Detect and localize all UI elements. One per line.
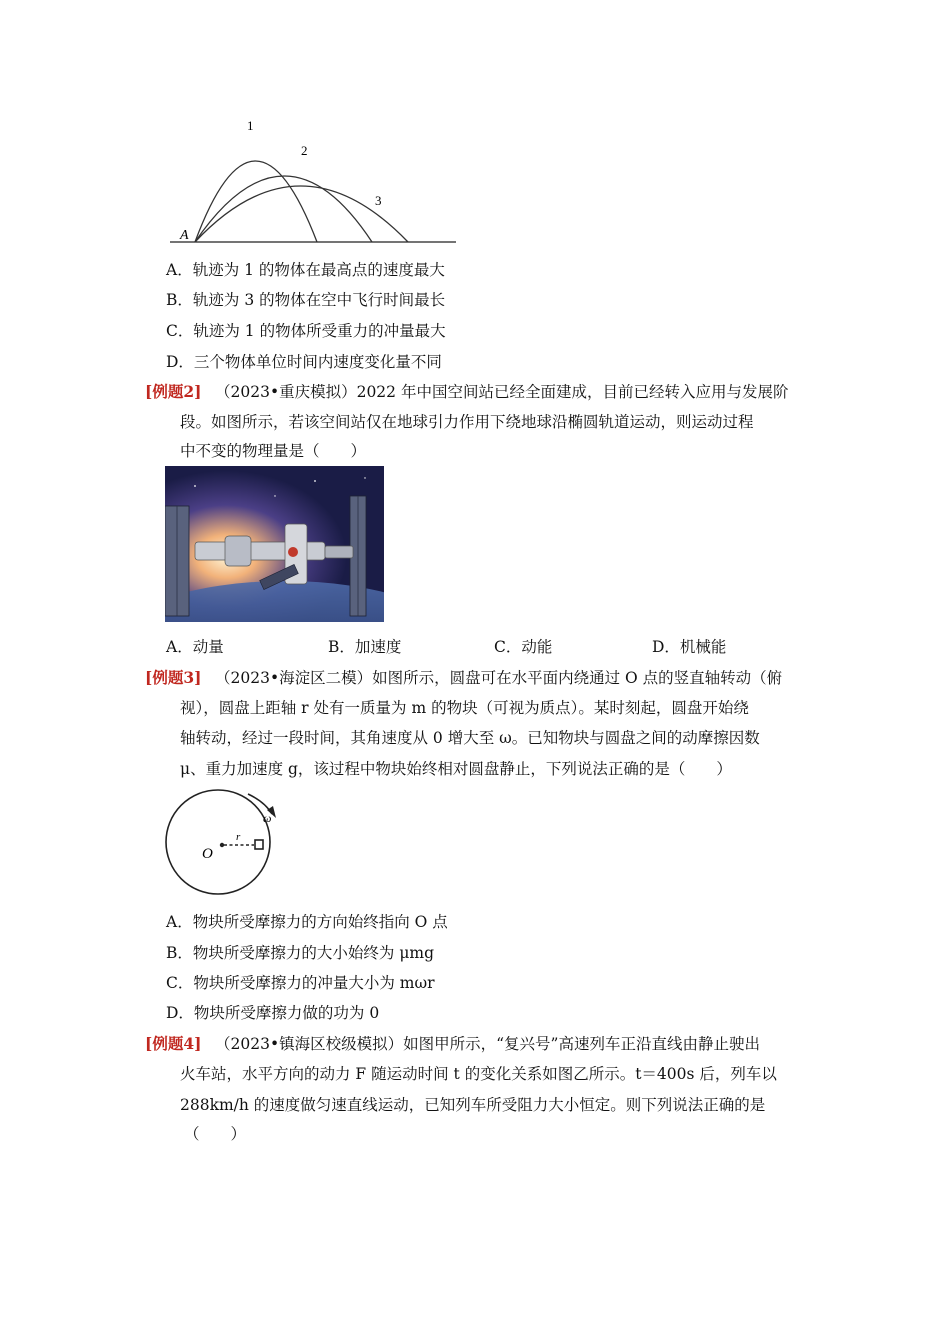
solar-panel-left: [165, 506, 189, 616]
block: [255, 840, 263, 849]
curve-label-2: 2: [301, 143, 308, 158]
example3-option-b: B．物块所受摩擦力的大小始终为 μmg: [166, 944, 435, 962]
trajectory-1: [195, 161, 317, 242]
space-station-image: [165, 466, 384, 622]
q1-option-d: D．三个物体单位时间内速度变化量不同: [166, 353, 442, 371]
example3-line-1: （2023•海淀区二模）如图所示，圆盘可在水平面内绕通过 O 点的竖直轴转动（俯: [215, 669, 783, 687]
curve-label-1: 1: [247, 118, 254, 133]
example3-line-4: μ、重力加速度 g，该过程中物块始终相对圆盘静止，下列说法正确的是（ ）: [180, 760, 732, 778]
q1-option-c: C．轨迹为 1 的物体所受重力的冲量最大: [166, 322, 446, 340]
q1-option-b: B．轨迹为 3 的物体在空中飞行时间最长: [166, 291, 446, 309]
example2-option-c: C．动能: [494, 638, 553, 656]
example2-line-3: 中不变的物理量是（ ）: [180, 442, 367, 460]
omega-label: ω: [263, 811, 272, 825]
example4-line-2: 火车站，水平方向的动力 F 随运动时间 t 的变化关系如图乙所示。t＝400s 后，列车以: [180, 1065, 777, 1083]
example4-line-3: 288km/h 的速度做匀速直线运动，已知列车所受阻力大小恒定。则下列说法正确的是: [180, 1096, 766, 1114]
example4-tag: [例题4]: [145, 1034, 202, 1053]
radius-label-r: r: [236, 831, 241, 843]
example2-line-1: （2023•重庆模拟）2022 年中国空间站已经全面建成，目前已经转入应用与发展阶: [215, 383, 789, 401]
rotating-disk-figure: [160, 784, 290, 900]
center-dot: [220, 843, 224, 847]
example3-line-2: 视），圆盘上距轴 r 处有一质量为 m 的物块（可视为质点）。某时刻起，圆盘开始绕: [180, 699, 749, 717]
trajectory-figure: [160, 110, 460, 250]
example3-option-c: C．物块所受摩擦力的冲量大小为 mωr: [166, 974, 435, 992]
example2-line-2: 段。如图所示，若该空间站仅在地球引力作用下绕地球沿椭圆轨道运动，则运动过程: [180, 413, 754, 431]
curve-label-3: 3: [375, 193, 382, 208]
example3-option-a: A．物块所受摩擦力的方向始终指向 O 点: [166, 913, 448, 931]
q1-option-a: A．轨迹为 1 的物体在最高点的速度最大: [166, 261, 445, 279]
example4-line-1: （2023•镇海区校级模拟）如图甲所示，“复兴号”高速列车正沿直线由静止驶出: [215, 1035, 760, 1053]
example2-option-b: B．加速度: [328, 638, 402, 656]
example2-tag: [例题2]: [145, 382, 202, 401]
example3-line-3: 轴转动，经过一段时间，其角速度从 0 增大至 ω。已知物块与圆盘之间的动摩擦因数: [180, 729, 760, 747]
point-a-label: A: [180, 228, 189, 243]
example3-tag: [例题3]: [145, 668, 202, 687]
example4-line-4: （ ）: [184, 1125, 247, 1143]
example3-option-d: D．物块所受摩擦力做的功为 0: [166, 1004, 380, 1022]
example2-option-a: A．动量: [166, 638, 224, 656]
center-label-o: O: [202, 846, 213, 862]
example2-option-d: D．机械能: [652, 638, 727, 656]
